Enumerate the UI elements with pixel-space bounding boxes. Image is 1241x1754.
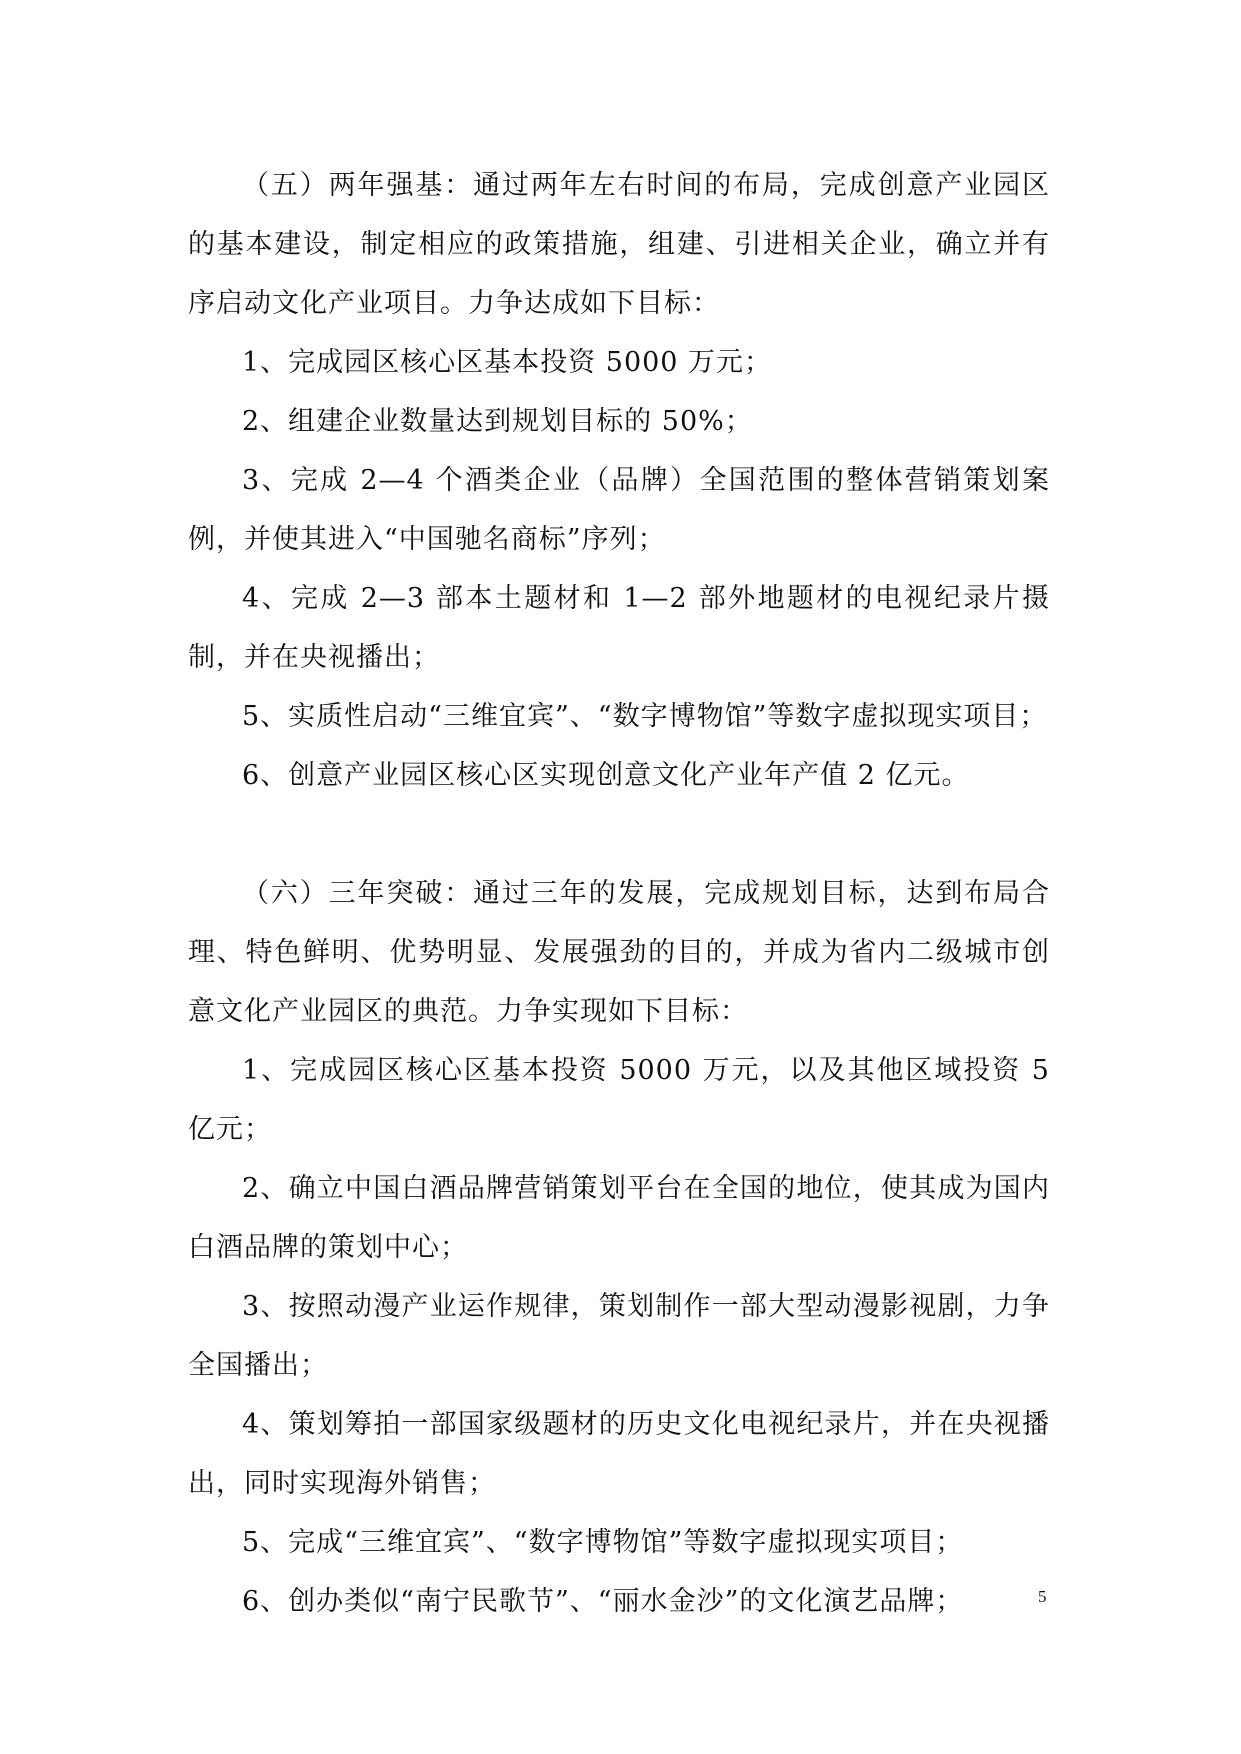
document-body [188, 156, 1050, 1631]
goal-item: 1、完成园区核心区基本投资 5000 万元； [242, 347, 773, 378]
goal-item: 4、完成 2—3 部本土题材和 1—2 部外地题材的电视纪录片摄制，并在央视播出； [188, 583, 1050, 673]
section-six [188, 864, 1050, 1631]
goal-item: 5、实质性启动“三维宜宾”、“数字博物馆”等数字虚拟现实项目； [242, 701, 1048, 732]
goal-item: 2、组建企业数量达到规划目标的 50%； [242, 406, 753, 437]
page-number: 5 [1038, 1587, 1047, 1606]
section-heading-paragraph: （六）三年突破：通过三年的发展，完成规划目标，达到布局合理、特色鲜明、优势明显、发展强劲的目的，并成为省内二级城市创意文化产业园区的典范。力争实现如下目标： [188, 878, 1050, 1027]
goal-item: 4、策划筹拍一部国家级题材的历史文化电视纪录片，并在央视播出，同时实现海外销售； [188, 1409, 1050, 1499]
goal-item: 5、完成“三维宜宾”、“数字博物馆”等数字虚拟现实项目； [242, 1527, 964, 1558]
goal-item: 6、创办类似“南宁民歌节”、“丽水金沙”的文化演艺品牌； [242, 1586, 964, 1617]
goal-item: 3、完成 2—4 个酒类企业（品牌）全国范围的整体营销策划案例，并使其进入“中国驰名商标”序列； [188, 465, 1050, 555]
goal-item: 1、完成园区核心区基本投资 5000 万元，以及其他区域投资 5 亿元； [188, 1055, 1050, 1145]
goal-item: 6、创意产业园区核心区实现创意文化产业年产值 2 亿元。 [242, 760, 970, 791]
goal-item: 2、确立中国白酒品牌营销策划平台在全国的地位，使其成为国内白酒品牌的策划中心； [188, 1173, 1050, 1263]
section-heading-paragraph: （五）两年强基：通过两年左右时间的布局，完成创意产业园区的基本建设，制定相应的政策措施，组建、引进相关企业，确立并有序启动文化产业项目。力争达成如下目标： [188, 170, 1050, 319]
section-five [188, 156, 1050, 805]
goal-item: 3、按照动漫产业运作规律，策划制作一部大型动漫影视剧，力争全国播出； [188, 1291, 1050, 1381]
